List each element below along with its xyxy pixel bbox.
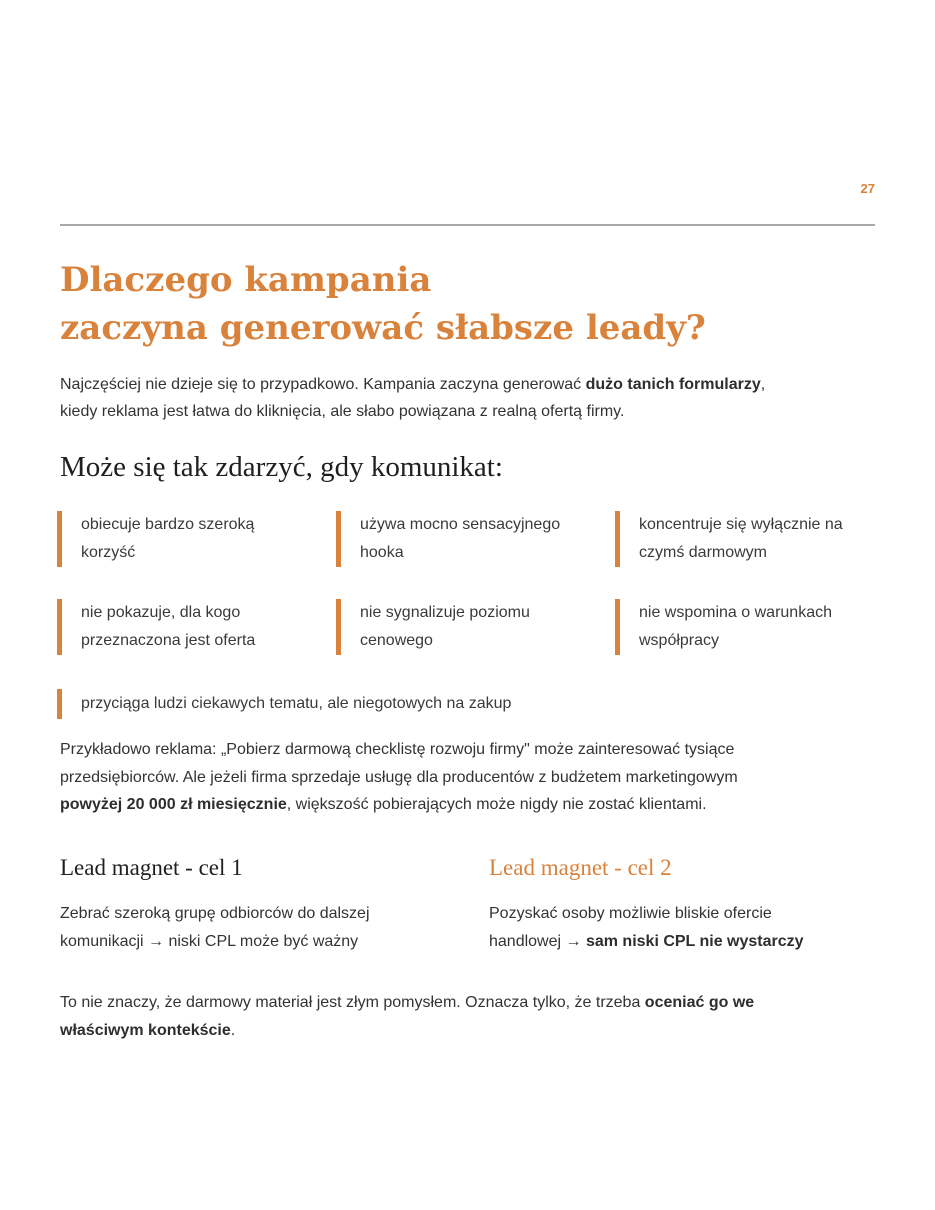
bullet-text: używa mocno sensacyjnego xyxy=(360,516,561,533)
goal-1-line-1: Zebrać szeroką grupę odbiorców do dalszej xyxy=(60,905,370,922)
bullet-item xyxy=(615,599,890,655)
section-subheading: Może się tak zdarzyć, gdy komunikat: xyxy=(60,451,503,483)
bullet-item xyxy=(336,511,606,567)
closing-paragraph xyxy=(60,989,880,1044)
page-title xyxy=(60,256,875,352)
goal-2-description xyxy=(489,900,889,955)
goal-2-text: handlowej → xyxy=(489,932,586,950)
page-title-line-1: Dlaczego kampania xyxy=(60,260,432,300)
goal-1-description xyxy=(60,900,460,955)
bullet-text: obiecuje bardzo szeroką xyxy=(81,516,255,533)
example-line-3 xyxy=(60,791,880,819)
goal-2-line-2 xyxy=(489,928,889,956)
goal-1-text: komunikacji → niski CPL może być ważny xyxy=(60,932,359,950)
intro-line-1 xyxy=(60,371,860,398)
closing-emphasis: oceniać go we xyxy=(644,994,755,1011)
bullet-item xyxy=(57,599,317,655)
goal-1-line-2 xyxy=(60,928,460,956)
closing-emphasis: właściwym kontekście xyxy=(60,1021,231,1039)
closing-period: . xyxy=(230,1021,236,1039)
header-divider xyxy=(60,224,875,226)
bullet-text: nie wspomina o warunkach xyxy=(639,604,832,621)
goal-2-emphasis: sam niski CPL nie wystarczy xyxy=(585,932,804,950)
bullet-text: nie sygnalizuje poziomu xyxy=(360,604,530,621)
page-number: 27 xyxy=(860,181,875,196)
example-paragraph xyxy=(60,736,880,819)
goal-1-title: Lead magnet - cel 1 xyxy=(60,855,243,880)
example-text: , większość pobierających może nigdy nie zostać klientami. xyxy=(286,796,707,813)
intro-emphasis: dużo tanich formularzy xyxy=(585,376,761,393)
closing-line-1 xyxy=(60,989,880,1017)
bullet-text: czymś darmowym xyxy=(639,544,768,561)
page-title-line-2: zaczyna generować słabsze leady? xyxy=(60,308,706,348)
intro-comma: , xyxy=(760,376,766,393)
bullet-item xyxy=(57,689,657,719)
closing-line-2 xyxy=(60,1017,880,1045)
bullet-item xyxy=(615,511,890,567)
bullet-text: współpracy xyxy=(639,632,720,649)
bullet-text: przeznaczona jest oferta xyxy=(81,632,256,649)
bullet-text: nie pokazuje, dla kogo xyxy=(81,604,241,621)
bullet-item xyxy=(57,511,317,567)
intro-text: Najczęściej nie dzieje się to przypadkowo. Kampania zaczyna generować xyxy=(60,376,586,393)
intro-paragraph xyxy=(60,371,860,425)
goal-2-title: Lead magnet - cel 2 xyxy=(489,855,672,880)
example-line-2: przedsiębiorców. Ale jeżeli firma sprzedaje usługę dla producentów z budżetem marketingowym xyxy=(60,768,738,786)
goal-2-line-1: Pozyskać osoby możliwie bliskie ofercie xyxy=(489,905,772,922)
bullet-text: cenowego xyxy=(360,632,433,649)
example-line-1: Przykładowo reklama: „Pobierz darmową checklistę rozwoju firmy" może zainteresować tysiące xyxy=(60,741,735,758)
bullet-text: hooka xyxy=(360,544,404,561)
bullet-text: korzyść xyxy=(81,544,136,561)
bullet-text: koncentruje się wyłącznie na xyxy=(639,516,843,533)
example-emphasis: powyżej 20 000 zł miesięcznie xyxy=(60,796,287,813)
bullet-item xyxy=(336,599,606,655)
bullet-text: przyciąga ludzi ciekawych tematu, ale niegotowych na zakup xyxy=(81,695,512,712)
intro-line-2: kiedy reklama jest łatwa do kliknięcia, ale słabo powiązana z realną ofertą firmy. xyxy=(60,403,625,420)
closing-text: To nie znaczy, że darmowy materiał jest złym pomysłem. Oznacza tylko, że trzeba xyxy=(60,994,645,1011)
